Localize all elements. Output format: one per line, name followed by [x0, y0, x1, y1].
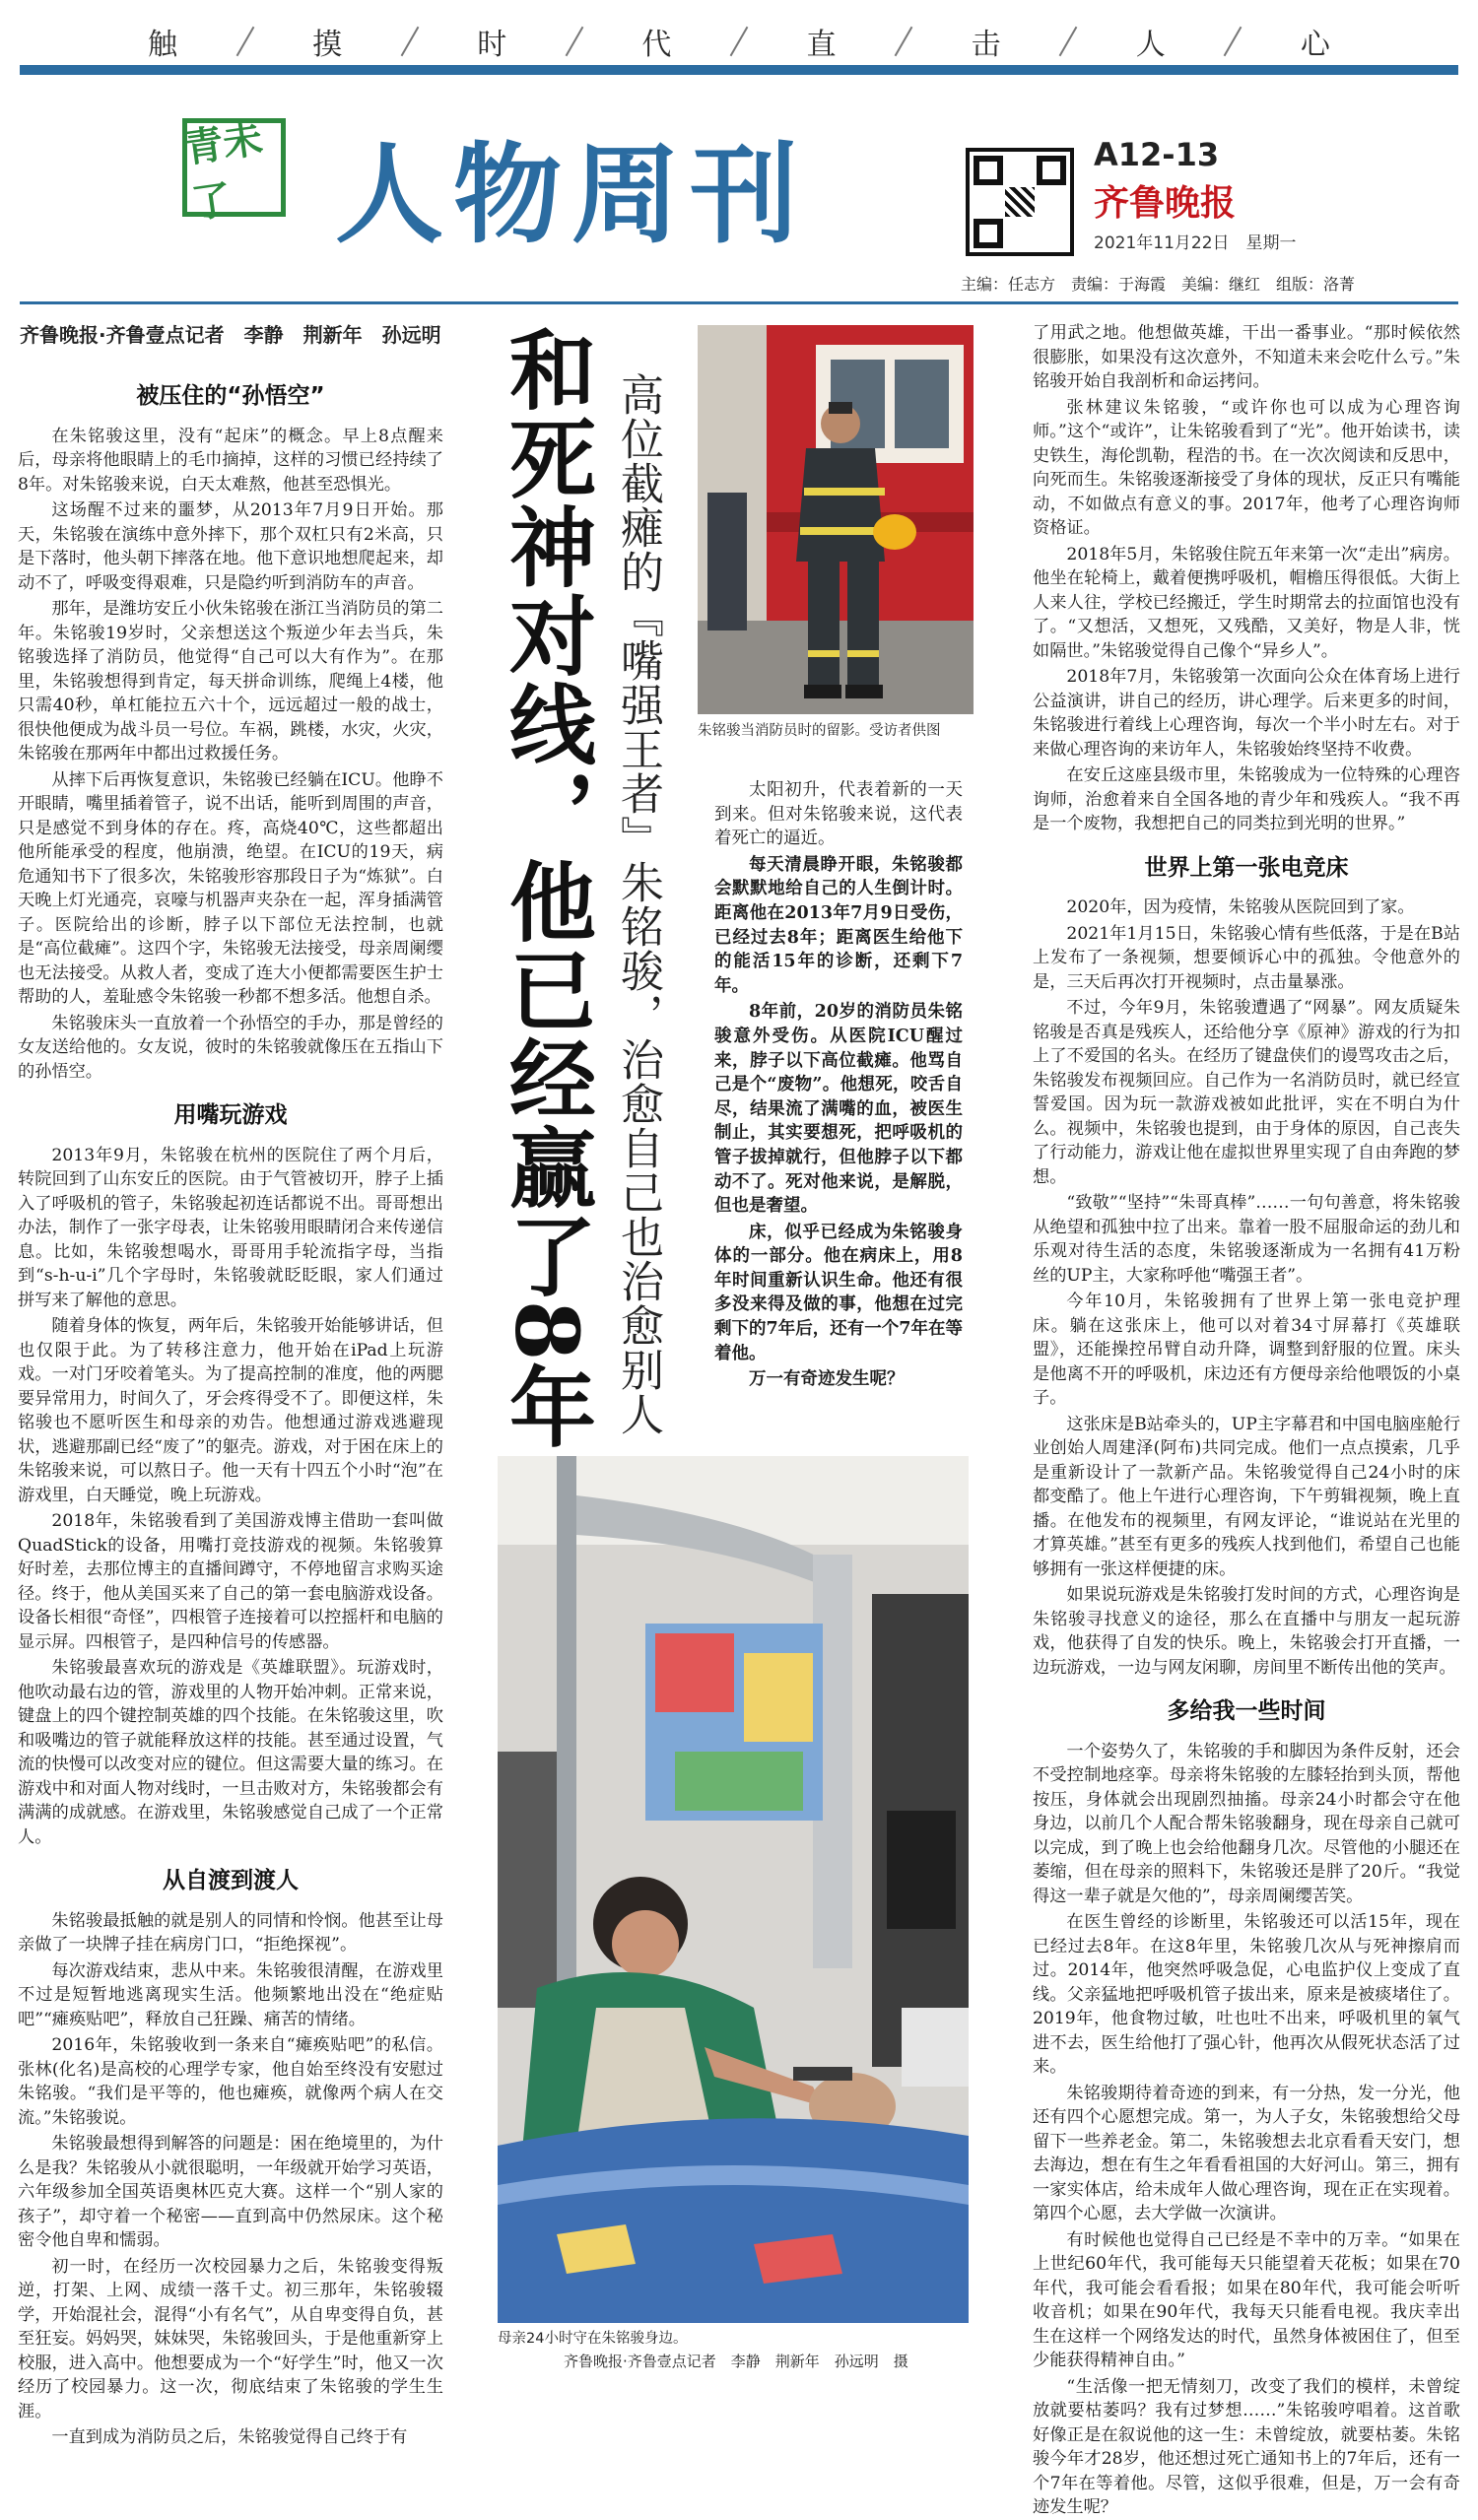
- qr-code-icon: [966, 148, 1074, 256]
- slogan-divider: [396, 25, 424, 58]
- paragraph: 万一有奇迹发生呢？: [749, 1369, 905, 1390]
- paragraph: 朱铭骏最喜欢玩的游戏是《英雄联盟》。玩游戏时，他吹动最右边的管，游戏里的人物开始冲刺。正常来说，键盘上的四个键控制英雄的四个技能。在朱铭骏这里，吹和吸嘴边的管子就能释放这样的技能。甚至通过设置，气流的快慢可以改变对应的键位。但这需要大量的练习。在游戏中和对面人物对线时，一旦击败对方，朱铭骏都会有满满的成就感。在游戏里，朱铭骏感觉自己成了一个正常人。: [18, 1658, 443, 1847]
- paragraph: 初一时，在经历一次校园暴力之后，朱铭骏变得叛逆，打架、上网、成绩一落千丈。初三那年，朱铭骏辍学，开始混社会，混得“小有名气”，从自卑变得自负，甚至狂妄。妈妈哭，妹妹哭，朱铭骏回头，于是他重新穿上校服，进入高中。他想要成为一个“好学生”时，他又一次经历了校园暴力。这一次，彻底结束了朱铭骏的学生生涯。: [18, 2256, 443, 2421]
- paragraph: 2018年，朱铭骏看到了美国游戏博主借助一套叫做QuadStick的设备，用嘴打竞技游戏的视频。朱铭骏算好时差，去那位博主的直播间蹲守，不停地留言求购买途径。终于，他从美国买来了自己的第一套电脑游戏设备。设备长相很“奇怪”，四根管子连接着可以控摇杆和电脑的显示屏。四根管子，是四种信号的传感器。: [18, 1511, 443, 1652]
- paragraph: “致敬”“坚持”“朱哥真棒”……一句句善意，将朱铭骏从绝望和孤独中拉了出来。靠着一股不屈服命运的劲儿和乐观对待生活的态度，朱铭骏逐渐成为一名拥有41万粉丝的UP主，大家称呼他“嘴强王者”。: [1033, 1193, 1460, 1286]
- section-heading: 从自渡到渡人: [163, 1868, 299, 1893]
- firefighter-photo: [698, 325, 974, 714]
- paragraph: 一个姿势久了，朱铭骏的手和脚因为条件反射，还会不受控制地痉挛。母亲将朱铭骏的左膝轻抬到头顶，帮他按压，身体就会出现剧烈抽搐。母亲24小时都会守在他身边，以前几个人配合帮朱铭骏翻身，现在母亲自己就可以完成，到了晚上也会给他翻身几次。尽管他的小腿还在萎缩，但在母亲的照料下，朱铭骏还是胖了20斤。“我觉得这一辈子就是欠他的”，母亲周阑缨苦笑。: [1033, 1741, 1460, 1906]
- photo-caption: 朱铭骏当消防员时的留影。受访者供图: [698, 723, 941, 739]
- paragraph: 如果说玩游戏是朱铭骏打发时间的方式，心理咨询是朱铭骏寻找意义的途径，那么在直播中与朋友一起玩游戏，他获得了自发的快乐。晚上，朱铭骏会打开直播，一边玩游戏，一边与网友闲聊，房间里不断传出他的笑声。: [1033, 1585, 1460, 1678]
- section-heading: 多给我一些时间: [1167, 1698, 1326, 1724]
- qr-finder: [1037, 156, 1066, 185]
- page-number: A12-13: [1094, 136, 1220, 173]
- qr-finder: [974, 219, 1003, 248]
- paragraph: 在医生曾经的诊断里，朱铭骏还可以活15年，现在已经过去8年。在这8年里，朱铭骏几次从与死神擦肩而过。2014年，他突然呼吸急促，心电监护仪上变成了直线。父亲猛地把呼吸机管子拔出来，原来是被痰堵住了。2019年，他食物过敏，吐也吐不出来，呼吸机里的氧气进不去，医生给他打了强心针，他再次从假死状态活了过来。: [1033, 1912, 1460, 2077]
- paragraph: 在朱铭骏这里，没有“起床”的概念。早上8点醒来后，母亲将他眼睛上的毛巾摘掉，这样的习惯已经持续了8年。对朱铭骏来说，白天太难熬，他甚至恐惧光。: [18, 426, 443, 495]
- slogan-char: 人: [1135, 28, 1166, 62]
- slogan-divider: [725, 25, 753, 58]
- editor-credits: 主编：任志方 责编：于海霞 美编：继红 组版：洛菁: [961, 275, 1356, 294]
- paragraph: 2021年1月15日，朱铭骏心情有些低落，于是在B站上发布了一条视频，想要倾诉心中的孤独。令他意外的是，三天后再次打开视频时，点击量暴涨。: [1033, 923, 1460, 992]
- slogan-char: 摸: [312, 28, 343, 62]
- paragraph: 有时候他也觉得自己已经是不幸中的万幸。“如果在上世纪60年代，我可能每天只能望着天花板；如果在70年代，我可能会看看报；如果在80年代，我可能会听听收音机；如果在90年代，我每天只能看电视。我庆幸出生在这样一个网络发达的时代，虽然身体被困住了，但至少能获得精神自由。”: [1033, 2229, 1460, 2370]
- slogan-char: 心: [1300, 28, 1330, 62]
- section-logo-text: 青未了: [180, 114, 266, 229]
- subtitle: 高位截瘫的『嘴强王者』朱铭骏，治愈自己也治愈别人: [613, 372, 663, 1436]
- paragraph: 这场醒不过来的噩梦，从2013年7月9日开始。那天，朱铭骏在演练中意外摔下，那个双杠只有2米高，只是下落时，他头朝下摔落在地。他下意识地想爬起来，却动不了，呼吸变得艰难，只是隐约听到消防车的声音。: [18, 500, 443, 593]
- slogan-char: 触: [148, 28, 177, 62]
- paragraph: 这张床是B站牵头的，UP主字幕君和中国电脑座舱行业创始人周建泽(阿布)共同完成。他们一点点摸索，几乎是重新设计了一款新产品。朱铭骏觉得自己24小时的床都变酷了。他上午进行心理咨询，下午剪辑视频，晚上直播。在他发布的视频里，有网友评论，“谁说站在光里的才算英雄。”甚至有更多的残疾人找到他们，希望自己也能够拥有一张这样便捷的床。: [1033, 1414, 1461, 1579]
- mother-son-illustration: [498, 1456, 969, 2323]
- paragraph: 今年10月，朱铭骏拥有了世界上第一张电竞护理床。躺在这张床上，他可以对着34寸屏幕打《英雄联盟》，还能操控吊臂自动升降，调整到舒服的位置。床头是他离不开的呼吸机，床边还有方便母亲给他喂饭的小桌子。: [1033, 1292, 1460, 1408]
- paragraph: 朱铭骏最抵触的就是别人的同情和怜悯。他甚至让母亲做了一块牌子挂在病房门口，“拒绝探视”。: [18, 1910, 443, 1955]
- paragraph: 2016年，朱铭骏收到一条来自“瘫痪贴吧”的私信。张林(化名)是高校的心理学专家，他自始至终没有安慰过朱铭骏。“我们是平等的，他也瘫痪，就像两个病人在交流。”朱铭骏说。: [18, 2035, 443, 2128]
- paragraph: 2018年7月，朱铭骏第一次面向公众在体育场上进行公益演讲，讲自己的经历，讲心理学。后来更多的时间，朱铭骏进行着线上心理咨询，每次一个半小时左右。对于来做心理咨询的来访年人，朱铭骏始终坚持不收费。: [1033, 667, 1460, 760]
- slogan-char: 击: [971, 28, 1001, 62]
- byline: 齐鲁晚报·齐鲁壹点记者 李静 荆新年 孙远明: [20, 323, 441, 347]
- paragraph: 每天清晨睁开眼，朱铭骏都会默默地给自己的人生倒计时。距离他在2013年7月9日受伤，已经过去8年；距离医生给他下的能活15年的诊断，还剩下7年。: [714, 854, 963, 996]
- slogan-divider: [561, 25, 588, 58]
- photo-caption: 母亲24小时守在朱铭骏身边。: [498, 2331, 688, 2347]
- paragraph: 那年，是潍坊安丘小伙朱铭骏在浙江当消防员的第二年。朱铭骏19岁时，父亲想送这个叛逆少年去当兵，朱铭骏选择了消防员，他觉得“自己可以大有作为”。在那里，朱铭骏想得到肯定，每天拼命训练，爬绳上4楼，他只需40秒，单杠能拉五六十个，远远超过一般的战士，很快他便成为战斗员一号位。车祸，跳楼，水灾，火灾，朱铭骏在那两年中都出过救援任务。: [18, 599, 443, 763]
- right-column: [1033, 321, 1461, 2517]
- slogan-char: 代: [641, 28, 672, 62]
- photo-credit: 齐鲁晚报·齐鲁壹点记者 李静 荆新年 孙远明 摄: [564, 2353, 908, 2370]
- firefighter-illustration: [698, 325, 974, 714]
- slogan-char: 时: [477, 28, 507, 62]
- paragraph: 张林建议朱铭骏，“或许你也可以成为心理咨询师。”这个“或许”，让朱铭骏看到了“光”。他开始读书，读史铁生，海伦凯勒，程浩的书。在一次次阅读和反思中，向死而生。朱铭骏逐渐接受了身体的现状，反正只有嘴能动，不如做点有意义的事。2017年，他考了心理咨询师资格证。: [1033, 397, 1460, 538]
- slogan-divider: [232, 25, 259, 58]
- issue-date: 2021年11月22日 星期一: [1094, 233, 1297, 253]
- paragraph: 朱铭骏最想得到解答的问题是：困在绝境里的，为什么是我？朱铭骏从小就很聪明，一年级就开始学习英语，六年级参加全国英语奥林匹克大赛。这样一个“别人家的孩子”，却守着一个秘密——直到高中仍然尿床。这个秘密令他自卑和懦弱。: [18, 2134, 443, 2250]
- paragraph: 2013年9月，朱铭骏在杭州的医院住了两个月后，转院回到了山东安丘的医院。由于气管被切开，脖子上插入了呼吸机的管子，朱铭骏起初连话都说不出。哥哥想出办法，制作了一张字母表，让朱铭骏用眼睛闭合来传递信息。比如，朱铭骏想喝水，哥哥用手轮流指字母，当指到“s-h-u-i”几个字母时，朱铭骏就眨眨眼，家人们通过拼写来了解他的意思。: [18, 1145, 443, 1310]
- section-heading: 被压住的“孙悟空”: [136, 383, 325, 409]
- paragraph: 在安丘这座县级市里，朱铭骏成为一位特殊的心理咨询师，治愈着来自全国各地的青少年和残疾人。“我不再是一个废物，我想把自己的同类拉到光明的世界。”: [1033, 765, 1460, 833]
- paragraph: 随着身体的恢复，两年后，朱铭骏开始能够讲话，但也仅限于此。为了转移注意力，他开始在iPad上玩游戏。一对门牙咬着笔头。为了提高控制的准度，他的两腮要异常用力，时间久了，牙会疼得受不了。即便这样，朱铭骏也不愿听医生和母亲的劝告。他想通过游戏逃避现状，逃避那副已经“废了”的躯壳。游戏，对于困在床上的朱铭骏来说，可以熬日子。他一天有十四五个小时“泡”在游戏里，白天睡觉，晚上玩游戏。: [18, 1316, 443, 1505]
- paragraph: 朱铭骏床头一直放着一个孙悟空的手办，那是曾经的女友送给他的。女友说，彼时的朱铭骏就像压在五指山下的孙悟空。: [18, 1013, 443, 1082]
- intro-column: [714, 778, 963, 1390]
- section-heading: 世界上第一张电竞床: [1144, 854, 1349, 881]
- top-rule: [20, 65, 1458, 75]
- slogan-divider: [1219, 25, 1246, 58]
- qr-finder: [974, 156, 1003, 185]
- paper-logo: 齐鲁晚报: [1094, 182, 1237, 224]
- section-heading: 用嘴玩游戏: [173, 1102, 288, 1128]
- paragraph: 2020年，因为疫情，朱铭骏从医院回到了家。: [1066, 897, 1415, 917]
- slogan-char: 直: [806, 28, 837, 62]
- paragraph: 朱铭骏期待着奇迹的到来，有一分热，发一分光，他还有四个心愿想完成。第一，为人子女，朱铭骏想给父母留下一些养老金。第二，朱铭骏想去北京看看天安门，想去海边，想在有生之年看看祖国的大好河山。第三，拥有一家实体店，给未成年人做心理咨询，现在正在实现着。第四个心愿，去大学做一次演讲。: [1033, 2083, 1460, 2223]
- paragraph: 每次游戏结束，悲从中来。朱铭骏很清醒，在游戏里不过是短暂地逃离现实生活。他频繁地出没在“绝症贴吧”“瘫痪贴吧”，释放自己狂躁、痛苦的情绪。: [18, 1960, 443, 2029]
- slogan: [99, 22, 1379, 61]
- column-title: 人物周刊: [335, 132, 808, 258]
- slogan-divider: [890, 25, 917, 58]
- left-column: [18, 383, 443, 2447]
- slogan-divider: [1054, 25, 1082, 58]
- masthead-rule: [20, 301, 1458, 304]
- paragraph: 8年前，20岁的消防员朱铭骏意外受伤。从医院ICU醒过来，脖子以下高位截瘫。他骂自己是个“废物”。他想死，咬舌自尽，结果流了满嘴的血，被医生制止，其实要想死，把呼吸机的管子拔掉就行，但他脖子以下都动不了。死对他来说，是解脱，但也是奢望。: [714, 1002, 963, 1217]
- paragraph: 一直到成为消防员之后，朱铭骏觉得自己终于有: [51, 2427, 408, 2447]
- qr-pattern: [1005, 187, 1035, 217]
- paragraph: 2018年5月，朱铭骏住院五年来第一次“走出”病房。他坐在轮椅上，戴着便携呼吸机，帽檐压得很低。大街上人来人往，学校已经搬迁，学生时期常去的拉面馆也没有了。“又想活，又想死，又残酷，又美好，物是人非，恍如隔世。”朱铭骏觉得自己像个“异乡人”。: [1033, 544, 1460, 661]
- section-logo: [180, 114, 286, 229]
- headline: 和死神对线，他已经赢了8年: [496, 325, 598, 1452]
- paragraph: “生活像一把无情刻刀，改变了我们的模样，未曾绽放就要枯萎吗？我有过梦想……”朱铭骏哼唱着。这首歌好像正是在叙说他的这一生：未曾绽放，就要枯萎。朱铭骏今年才28岁，他还想过死亡通知书上的7年后，还有一个7年在等着他。尽管，这似乎很难，但是，万一会有奇迹发生呢？: [1033, 2376, 1460, 2517]
- paragraph: 从摔下后再恢复意识，朱铭骏已经躺在ICU。他睁不开眼睛，嘴里插着管子，说不出话，能听到周围的声音，只是感觉不到身体的存在。疼，高烧40℃，这些都超出他所能承受的程度，他崩溃，绝望。在ICU的19天，病危通知书下了很多次，朱铭骏形容那段日子为“炼狱”。白天晚上灯光通亮，哀嚎与机器声夹杂在一起，浑身插满管子。医院给出的诊断，脖子以下部位无法控制，也就是“高位截瘫”。这四个字，朱铭骏无法接受，母亲周阑缨也无法接受。从救人者，变成了连大小便都需要医生护士帮助的人，羞耻感令朱铭骏一秒都不想多活。他想自杀。: [18, 769, 443, 1007]
- paragraph: 了用武之地。他想做英雄，干出一番事业。“那时候依然很膨胀，如果没有这次意外，不知道未来会吃什么亏。”朱铭骏开始自我剖析和命运拷问。: [1033, 323, 1460, 391]
- paragraph: 床，似乎已经成为朱铭骏身体的一部分。他在病床上，用8年时间重新认识生命。他还有很多没来得及做的事，他想在过完剩下的7年后，还有一个7年在等着他。: [714, 1222, 963, 1363]
- paragraph: 不过，今年9月，朱铭骏遭遇了“网暴”。网友质疑朱铭骏是否真是残疾人，还给他分享《原神》游戏的行为扣上了不爱国的名头。在经历了键盘侠们的谩骂攻击之后，朱铭骏发布视频回应。自己作为一名消防员时，就已经宣誓爱国。因为玩一款游戏被如此批评，实在不明白为什么。视频中，朱铭骏也提到，由于身体的原因，自己丧失了行动能力，游戏让他在虚拟世界里实现了自由奔跑的梦想。: [1033, 998, 1460, 1187]
- paragraph: 太阳初升，代表着新的一天到来。但对朱铭骏来说，这代表着死亡的逼近。: [714, 780, 963, 849]
- mother-son-photo: [498, 1456, 969, 2323]
